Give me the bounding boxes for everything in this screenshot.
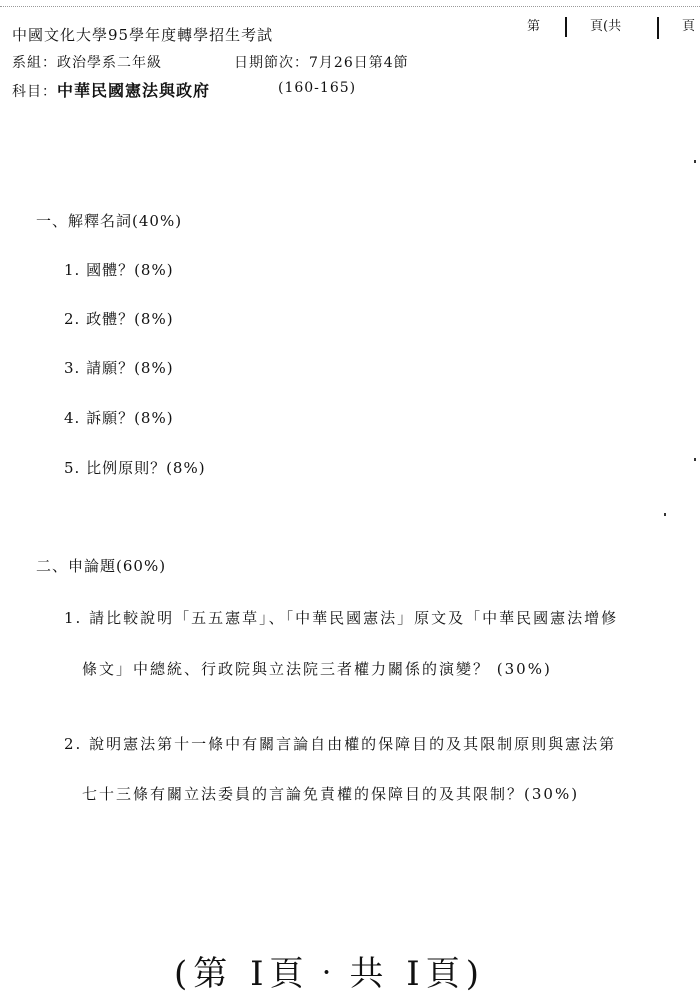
date-session: 日期節次：7月26日第4節 [234, 55, 409, 71]
essay-question-2-line2: 七十三條有關立法委員的言論免責權的保障目的及其限制？(30%) [82, 785, 580, 803]
term-item: 4. 訴願？(8%) [64, 409, 174, 427]
page-label: 第 [527, 19, 541, 34]
scan-mark [694, 160, 696, 163]
subject-line [12, 78, 210, 101]
section1-title: 一、解釋名詞(40%) [36, 212, 183, 230]
subject-name: 中華民國憲法與政府 [57, 81, 211, 100]
top-dotted-border [0, 6, 700, 7]
page-total-label: 頁(共 [590, 19, 622, 34]
term-item: 2. 政體？(8%) [64, 310, 174, 328]
subject-label: 科目： [12, 84, 57, 100]
page-number-mark [565, 17, 567, 37]
page-end-label: 頁 [682, 19, 696, 34]
term-item: 5. 比例原則？(8%) [64, 459, 206, 477]
scan-mark [694, 458, 696, 461]
department-line: 系組：政治學系二年級 [12, 55, 162, 71]
subject-code: (160-165) [278, 80, 357, 96]
page-total-mark [657, 17, 659, 39]
section2-title: 二、申論題(60%) [36, 557, 167, 575]
exam-title: 中國文化大學95學年度轉學招生考試 [12, 26, 274, 44]
term-item: 1. 國體？(8%) [64, 261, 174, 279]
scan-mark [664, 513, 666, 516]
essay-question-1-line2: 條文」中總統、行政院與立法院三者權力關係的演變？ (30%) [82, 660, 552, 678]
term-item: 3. 請願？(8%) [64, 359, 174, 377]
essay-question-1-line1: 1. 請比較說明「五五憲草」、「中華民國憲法」原文及「中華民國憲法增修 [64, 609, 619, 627]
page-footer: (第 Ⅰ頁‧共 Ⅰ頁) [174, 954, 486, 994]
essay-question-2-line1: 2. 說明憲法第十一條中有關言論自由權的保障目的及其限制原則與憲法第 [64, 735, 617, 753]
